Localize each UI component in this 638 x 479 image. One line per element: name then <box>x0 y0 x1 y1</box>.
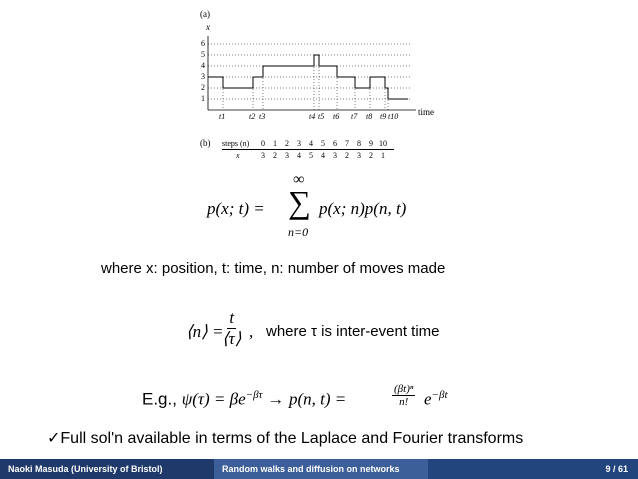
step-0: 0 <box>261 139 265 148</box>
event-label-t3: t3 <box>259 112 266 121</box>
eq2-note: where τ is inter-event time <box>266 323 440 340</box>
table-rule <box>222 149 394 150</box>
event-label-t6: t6 <box>333 112 340 121</box>
y-tick-5: 5 <box>201 50 205 59</box>
footer-title: Random walks and diffusion on networks <box>214 459 428 479</box>
event-label-t7: t7 <box>351 112 358 121</box>
x-value-1: 2 <box>273 151 277 160</box>
step-5: 5 <box>321 139 325 148</box>
eq3-exp1: −βτ <box>245 389 263 401</box>
eq1-caption: where x: position, t: time, n: number of moves made <box>101 260 446 277</box>
panel-a-label: (a) <box>200 9 210 19</box>
step-7: 7 <box>345 139 349 148</box>
eq3-line <box>142 389 346 410</box>
y-tick-2: 2 <box>201 83 205 92</box>
footer-page-number: 9 / 61 <box>428 459 638 479</box>
x-value-10: 1 <box>381 151 385 160</box>
y-tick-3: 3 <box>201 72 205 81</box>
eq3-denominator: n! <box>399 396 409 408</box>
eq2-comma: , <box>249 322 254 341</box>
eq3-prefix: E.g., <box>142 389 177 409</box>
eq3-fraction <box>392 383 415 408</box>
event-label-t5: t5 <box>318 112 325 121</box>
x-value-3: 4 <box>297 151 301 160</box>
eq1-sum-top: ∞ <box>293 171 305 188</box>
step-2: 2 <box>285 139 289 148</box>
eq3-arrow: → <box>267 389 285 409</box>
event-label-t1: t1 <box>219 112 226 121</box>
event-label-t4: t4 <box>309 112 316 121</box>
eq3-e: e <box>424 389 432 409</box>
eq3-exp2: −βt <box>431 389 448 401</box>
step-1: 1 <box>273 139 277 148</box>
x-value-4: 5 <box>309 151 313 160</box>
step-8: 8 <box>357 139 361 148</box>
transform-note: ✓Full sol'n available in terms of the Laplace and Fourier transforms <box>47 430 524 447</box>
x-value-0: 3 <box>261 151 265 160</box>
eq2-fraction <box>220 308 243 349</box>
footer-author: Naoki Masuda (University of Bristol) <box>0 459 214 479</box>
event-label-t10: t10 <box>388 112 399 121</box>
y-tick-4: 4 <box>201 61 205 70</box>
time-axis-label: time <box>418 107 434 117</box>
event-label-t9: t9 <box>380 112 387 121</box>
step-6: 6 <box>333 139 337 148</box>
random-walk-plot <box>196 30 436 130</box>
eq3-numerator: (βt)ⁿ <box>394 383 414 395</box>
x-row-label: x <box>236 151 240 160</box>
x-value-2: 3 <box>285 151 289 160</box>
step-4: 4 <box>309 139 313 148</box>
x-value-9: 2 <box>369 151 373 160</box>
eq2-numerator: t <box>229 308 235 327</box>
event-label-t8: t8 <box>366 112 373 121</box>
eq3-body: ψ(τ) = βe <box>181 389 246 409</box>
step-3: 3 <box>297 139 301 148</box>
eq3-exponential <box>424 389 448 410</box>
event-label-t2: t2 <box>249 112 256 121</box>
x-value-8: 3 <box>357 151 361 160</box>
eq1-lhs: p(x; t) = <box>207 199 265 218</box>
x-value-7: 2 <box>345 151 349 160</box>
y-axis-label: x <box>206 22 210 32</box>
eq1-rhs: p(x; n)p(n, t) <box>319 199 407 218</box>
eq3-pn: p(n, t) = <box>288 389 347 409</box>
eq1-sum-bottom: n=0 <box>288 225 309 239</box>
step-10: 10 <box>379 139 387 148</box>
step-9: 9 <box>369 139 373 148</box>
eq1-sum-symbol: ∑ <box>288 184 311 220</box>
x-value-5: 4 <box>321 151 325 160</box>
y-tick-6: 6 <box>201 39 205 48</box>
eq2-denominator: ⟨τ⟩ <box>222 329 242 348</box>
eq2-lhs: ⟨n⟩ = <box>186 322 224 341</box>
y-tick-1: 1 <box>201 94 205 103</box>
panel-b-label: (b) <box>200 138 211 148</box>
footer-bar <box>0 459 638 479</box>
x-value-6: 3 <box>333 151 337 160</box>
steps-row-label: steps (n) <box>222 139 250 148</box>
